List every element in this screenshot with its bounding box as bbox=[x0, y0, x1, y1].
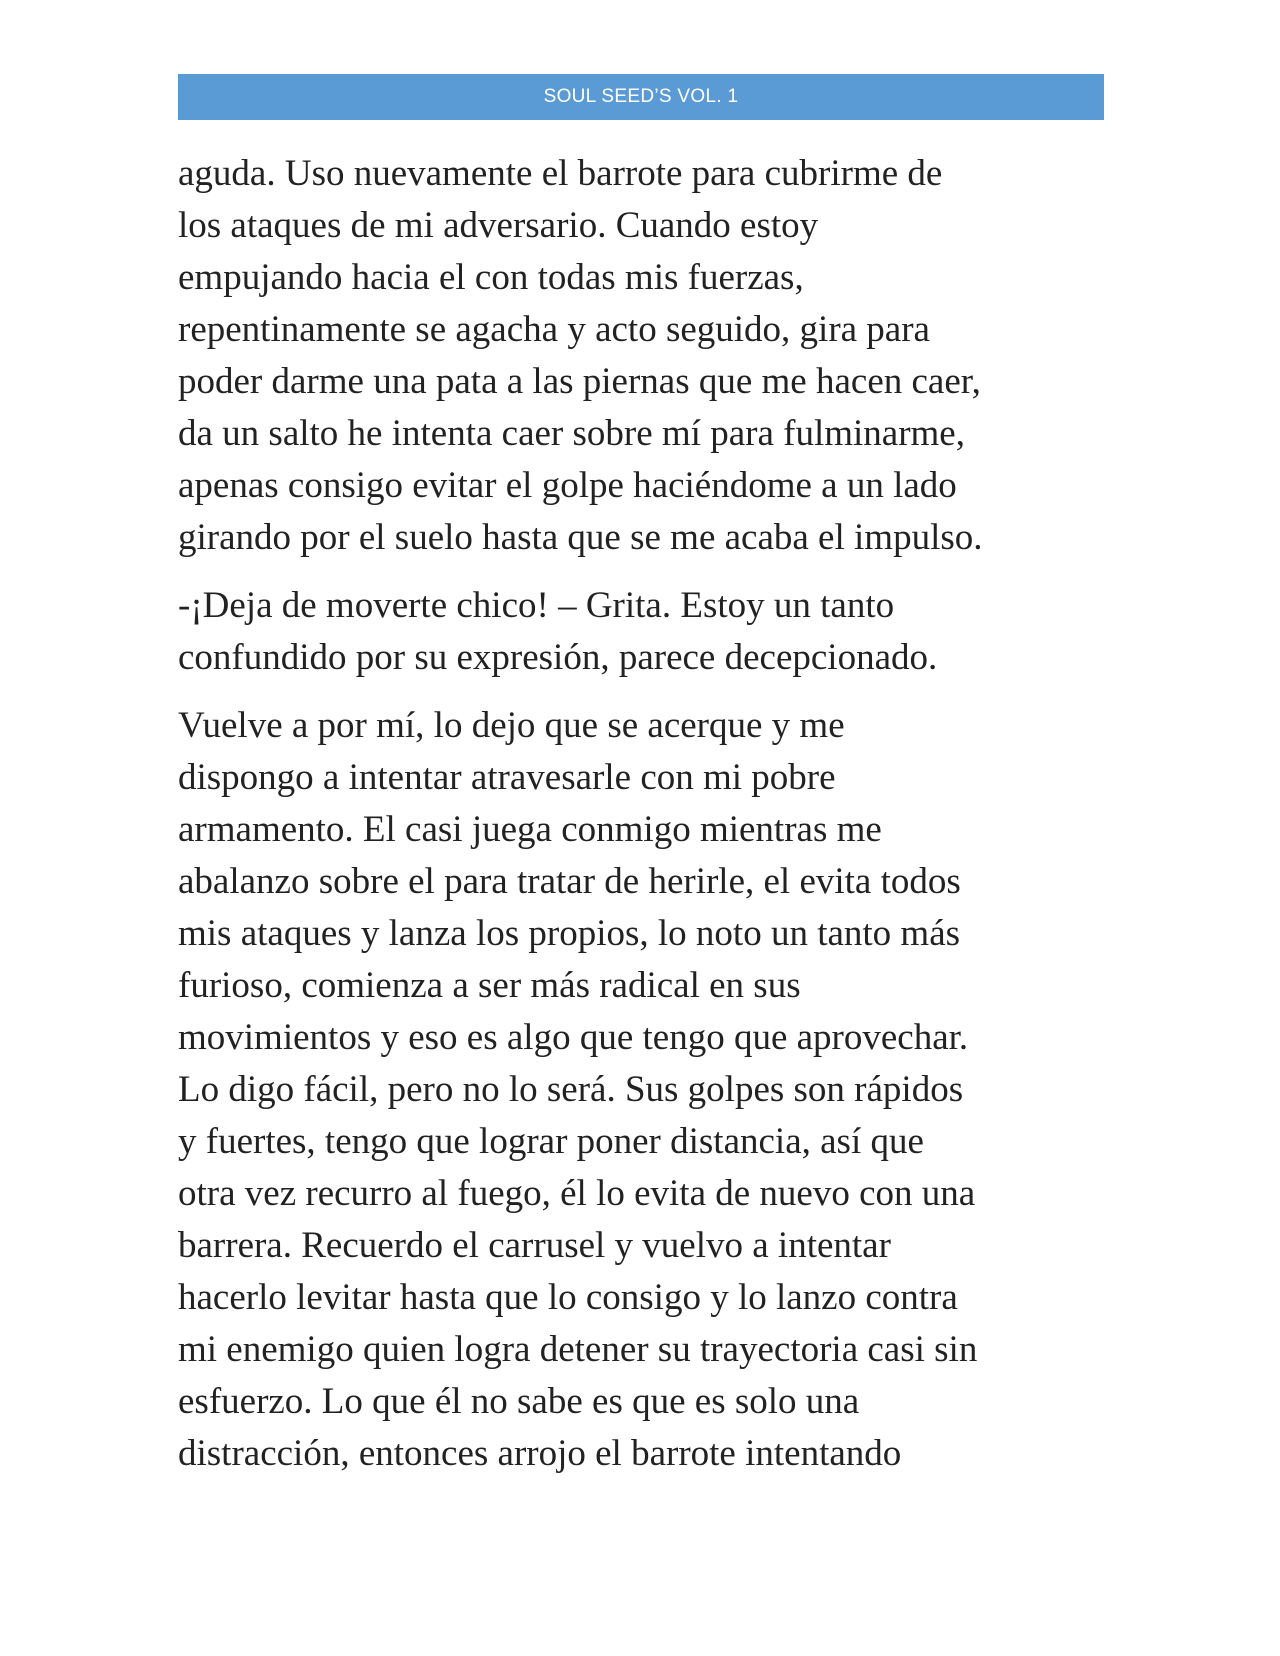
paragraph-3 bbox=[178, 700, 1108, 1480]
text-line: furioso, comienza a ser más radical en sus bbox=[178, 965, 801, 1006]
text-line: y fuertes, tengo que lograr poner distancia, así que bbox=[178, 1121, 924, 1162]
text-line: esfuerzo. Lo que él no sabe es que es solo una bbox=[178, 1381, 860, 1422]
text-line: mis ataques y lanza los propios, lo noto un tanto más bbox=[178, 913, 961, 954]
text-line: poder darme una pata a las piernas que me hacen caer, bbox=[178, 361, 981, 402]
body-text bbox=[178, 148, 1108, 1496]
text-line: empujando hacia el con todas mis fuerzas, bbox=[178, 257, 804, 298]
text-line: -¡Deja de moverte chico! – Grita. Estoy un tanto bbox=[178, 585, 895, 626]
text-line: apenas consigo evitar el golpe haciéndome a un lado bbox=[178, 465, 957, 506]
paragraph-2 bbox=[178, 580, 1108, 684]
text-line: Lo digo fácil, pero no lo será. Sus golpes son rápidos bbox=[178, 1069, 964, 1110]
running-header: SOUL SEED’S VOL. 1 bbox=[178, 74, 1104, 120]
text-line: aguda. Uso nuevamente el barrote para cubrirme de bbox=[178, 153, 943, 194]
text-line: girando por el suelo hasta que se me acaba el impulso. bbox=[178, 517, 983, 558]
paragraph-1 bbox=[178, 148, 1108, 564]
text-line: otra vez recurro al fuego, él lo evita de nuevo con una bbox=[178, 1173, 976, 1214]
text-line: da un salto he intenta caer sobre mí para fulminarme, bbox=[178, 413, 965, 454]
text-line: distracción, entonces arrojo el barrote intentando bbox=[178, 1433, 902, 1474]
text-line: hacerlo levitar hasta que lo consigo y lo lanzo contra bbox=[178, 1277, 958, 1318]
text-line: armamento. El casi juega conmigo mientras me bbox=[178, 809, 882, 850]
text-line: los ataques de mi adversario. Cuando estoy bbox=[178, 205, 819, 246]
text-line: dispongo a intentar atravesarle con mi pobre bbox=[178, 757, 836, 798]
text-line: abalanzo sobre el para tratar de herirle, el evita todos bbox=[178, 861, 961, 902]
text-line: Vuelve a por mí, lo dejo que se acerque y me bbox=[178, 705, 845, 746]
text-line: movimientos y eso es algo que tengo que aprovechar. bbox=[178, 1017, 969, 1058]
text-line: mi enemigo quien logra detener su trayectoria casi sin bbox=[178, 1329, 978, 1370]
text-line: confundido por su expresión, parece decepcionado. bbox=[178, 637, 938, 678]
text-line: repentinamente se agacha y acto seguido, gira para bbox=[178, 309, 930, 350]
text-line: barrera. Recuerdo el carrusel y vuelvo a intentar bbox=[178, 1225, 891, 1266]
